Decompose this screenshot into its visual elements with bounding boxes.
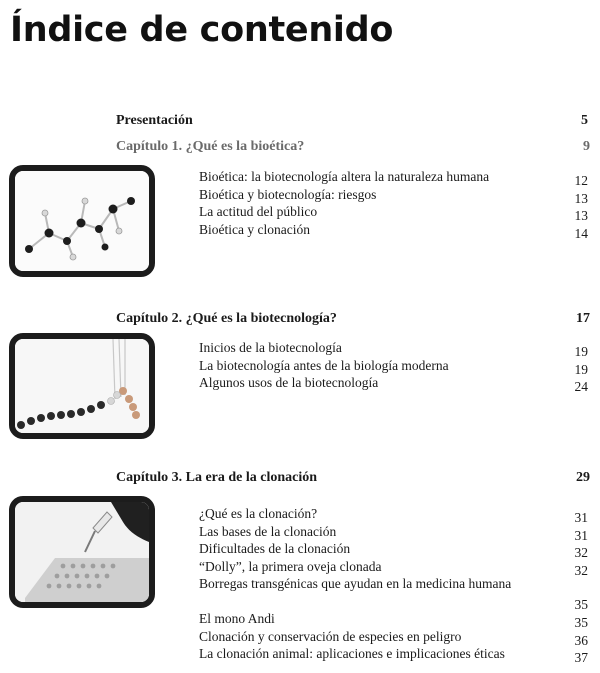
chapter-1-image <box>9 165 155 277</box>
chapter-3-image <box>9 496 155 608</box>
chapter-1-page: 9 <box>583 139 590 154</box>
toc-entry[interactable]: Algunos usos de la biotecnología 24 <box>199 375 588 394</box>
chapter-2-image <box>9 333 155 439</box>
chapter-3-heading[interactable] <box>116 470 590 490</box>
toc-entry[interactable]: Inicios de la biotecnología 19 <box>199 340 588 359</box>
toc-entry[interactable]: Clonación y conservación de especies en peligro 36 <box>199 628 588 648</box>
presentation-entry[interactable] <box>116 113 588 129</box>
toc-entry[interactable]: ¿Qué es la clonación? 31 <box>199 506 588 525</box>
chapter-2-heading[interactable] <box>116 311 590 331</box>
chapter-3-title: Capítulo 3. La era de la clonación <box>116 470 318 485</box>
toc-entry[interactable]: Bioética y biotecnología: riesgos 13 <box>199 186 588 206</box>
presentation-page: 5 <box>581 113 588 128</box>
toc-entry[interactable]: “Dolly”, la primera oveja clonada 32 <box>199 558 588 578</box>
chapter-1-heading[interactable] <box>116 139 590 159</box>
chapter-2-page: 17 <box>576 311 590 326</box>
dna-helix-illustration <box>15 339 149 433</box>
chapter-2-entries <box>199 339 588 392</box>
molecule-model-illustration <box>15 171 149 271</box>
chapter-3-page: 29 <box>576 470 590 485</box>
toc-entry[interactable]: Borregas transgénicas que ayudan en la medicina humana 35 <box>199 576 588 612</box>
presentation-label: Presentación <box>116 113 193 128</box>
pipette-well-plate-illustration <box>15 502 149 602</box>
chapter-3-entries <box>199 505 588 663</box>
chapter-2-title: Capítulo 2. ¿Qué es la biotecnología? <box>116 311 337 326</box>
toc-entry[interactable]: La clonación animal: aplicaciones e implicaciones éticas 37 <box>199 646 588 665</box>
toc-entry[interactable]: El mono Andi 35 <box>199 611 588 630</box>
toc-entry[interactable]: Bioética y clonación 14 <box>199 221 588 241</box>
chapter-1-title: Capítulo 1. ¿Qué es la bioética? <box>116 139 305 154</box>
toc-entry[interactable]: La biotecnología antes de la biología moderna 19 <box>199 357 588 377</box>
toc-entry[interactable]: La actitud del público 13 <box>199 204 588 223</box>
toc-entry[interactable]: Bioética: la biotecnología altera la naturaleza humana 12 <box>199 169 588 188</box>
toc-entry[interactable]: Dificultades de la clonación 32 <box>199 541 588 560</box>
toc-entry[interactable]: Las bases de la clonación 31 <box>199 523 588 543</box>
page-title: Índice de contenido <box>10 10 394 50</box>
chapter-1-entries <box>199 168 588 241</box>
